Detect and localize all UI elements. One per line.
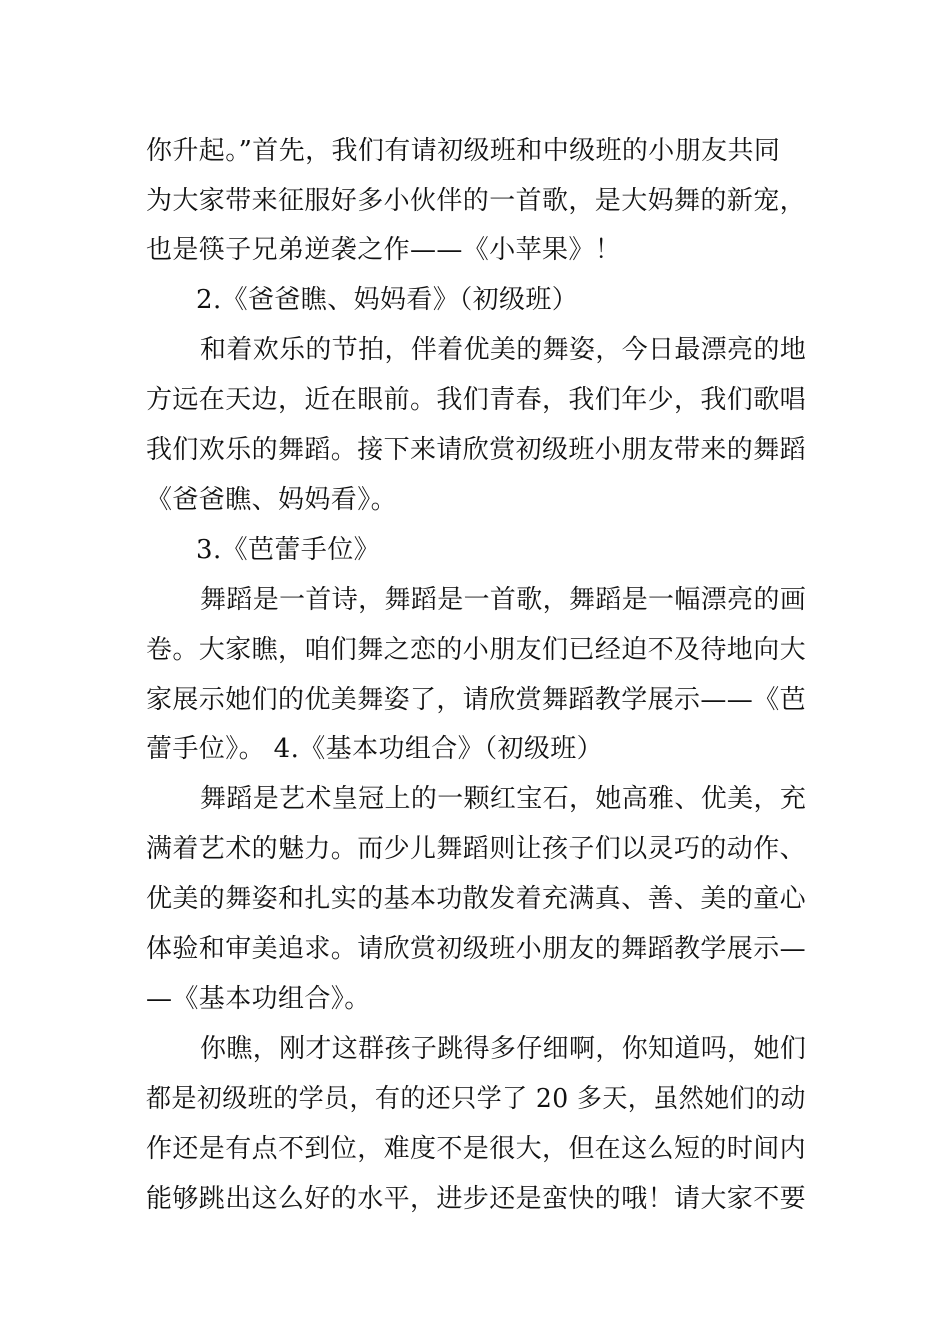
text-line: 你升起。”首先，我们有请初级班和中级班的小朋友共同: [146, 136, 781, 166]
text-line: 为大家带来征服好多小伙伴的一首歌，是大妈舞的新宠，: [146, 186, 807, 216]
section-heading: 3.《芭蕾手位》: [196, 535, 381, 565]
text-line: 和着欢乐的节拍，伴着优美的舞姿，今日最漂亮的地: [200, 335, 807, 365]
text-line: 也是筷子兄弟逆袭之作——《小苹果》！: [146, 235, 622, 265]
section-heading: 2.《爸爸瞧、妈妈看》（初级班）: [196, 285, 579, 315]
text-line: 能够跳出这么好的水平，进步还是蛮快的哦！请大家不要: [146, 1184, 807, 1214]
text-line: —《基本功组合》。: [146, 984, 371, 1014]
text-line: 我们欢乐的舞蹈。接下来请欣赏初级班小朋友带来的舞蹈: [146, 435, 807, 465]
text-line: 舞蹈是一首诗，舞蹈是一首歌，舞蹈是一幅漂亮的画: [200, 585, 807, 615]
text-line: 都是初级班的学员，有的还只学了 20 多天，虽然她们的动: [146, 1084, 806, 1114]
text-line: 满着艺术的魅力。而少儿舞蹈则让孩子们以灵巧的动作、: [146, 834, 807, 864]
text-line: 蕾手位》。 4.《基本功组合》（初级班）: [146, 734, 604, 764]
text-line: 卷。大家瞧，咱们舞之恋的小朋友们已经迫不及待地向大: [146, 635, 807, 665]
text-line: 你瞧，刚才这群孩子跳得多仔细啊，你知道吗，她们: [200, 1034, 807, 1064]
text-line: 舞蹈是艺术皇冠上的一颗红宝石，她高雅、优美，充: [200, 784, 807, 814]
text-line: 家展示她们的优美舞姿了，请欣赏舞蹈教学展示——《芭: [146, 685, 807, 715]
text-line: 《爸爸瞧、妈妈看》。: [146, 485, 398, 515]
text-line: 方远在天边，近在眼前。我们青春，我们年少，我们歌唱: [146, 385, 807, 415]
text-line: 体验和审美追求。请欣赏初级班小朋友的舞蹈教学展示—: [146, 934, 807, 964]
text-line: 作还是有点不到位，难度不是很大，但在这么短的时间内: [146, 1134, 807, 1164]
text-line: 优美的舞姿和扎实的基本功散发着充满真、善、美的童心: [146, 884, 807, 914]
